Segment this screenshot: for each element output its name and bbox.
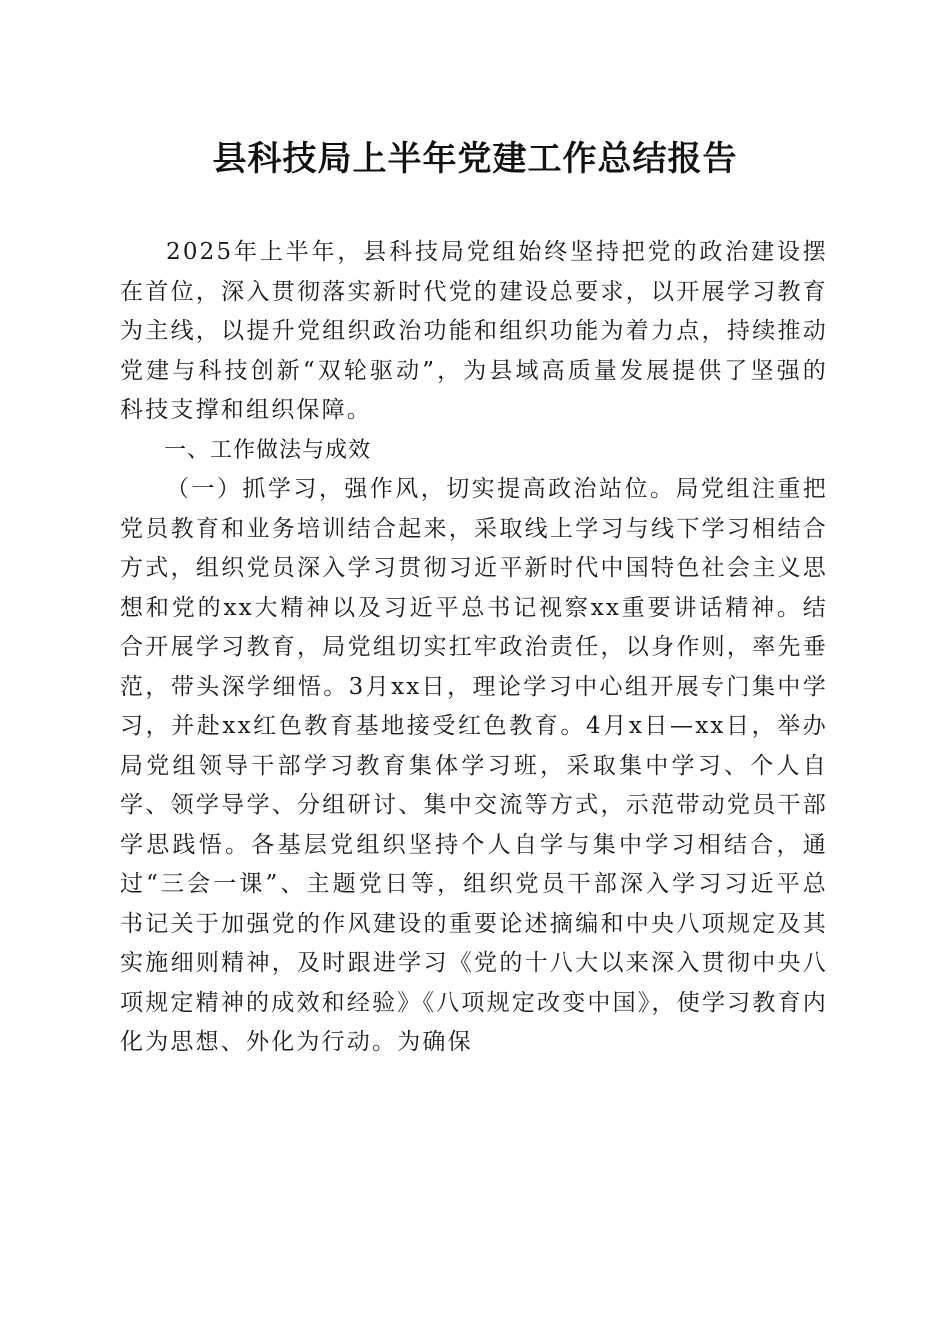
intro-paragraph: 2025年上半年，县科技局党组始终坚持把党的政治建设摆在首位，深入贯彻落实新时代党的建设总要求，以开展学习教育为主线，以提升党组织政治功能和组织功能为着力点，持续推动党建与科技创新“双轮驱动”，为县域高质量发展提供了坚强的科技支撑和组织保障。: [120, 239, 828, 423]
subsection-paragraph: [120, 470, 828, 1063]
document-title: 县科技局上半年党建工作总结报告: [212, 139, 738, 179]
subsection-heading: （一）抓学习，强作风，切实提高政治站位。: [166, 476, 676, 502]
section-heading: 一、工作做法与成效: [164, 437, 372, 463]
document-body: [120, 233, 828, 1063]
subsection-body: 局党组注重把党员教育和业务培训结合起来，采取线上学习与线下学习相结合方式，组织党员深入学习贯彻习近平新时代中国特色社会主义思想和党的xx大精神以及习近平总书记视察xx重要讲话精神。结合开展学习教育，局党组切实扛牢政治责任，以身作则，率先垂范，带头深学细悟。3月xx日，理论学习中心组开展专门集中学习，并赴xx红色教育基地接受红色教育。4月x日—xx日，举办局党组领导干部学习教育集体学习班，采取集中学习、个人自学、领学导学、分组研讨、集中交流等方式，示范带动党员干部学思践悟。各基层党组织坚持个人自学与集中学习相结合，通过“三会一课”、主题党日等，组织党员干部深入学习习近平总书记关于加强党的作风建设的重要论述摘编和中央八项规定及其实施细则精神，及时跟进学习《党的十八大以来深入贯彻中央八项规定精神的成效和经验》《八项规定改变中国》，使学习教育内化为思想、外化为行动。为确保: [120, 476, 828, 1055]
